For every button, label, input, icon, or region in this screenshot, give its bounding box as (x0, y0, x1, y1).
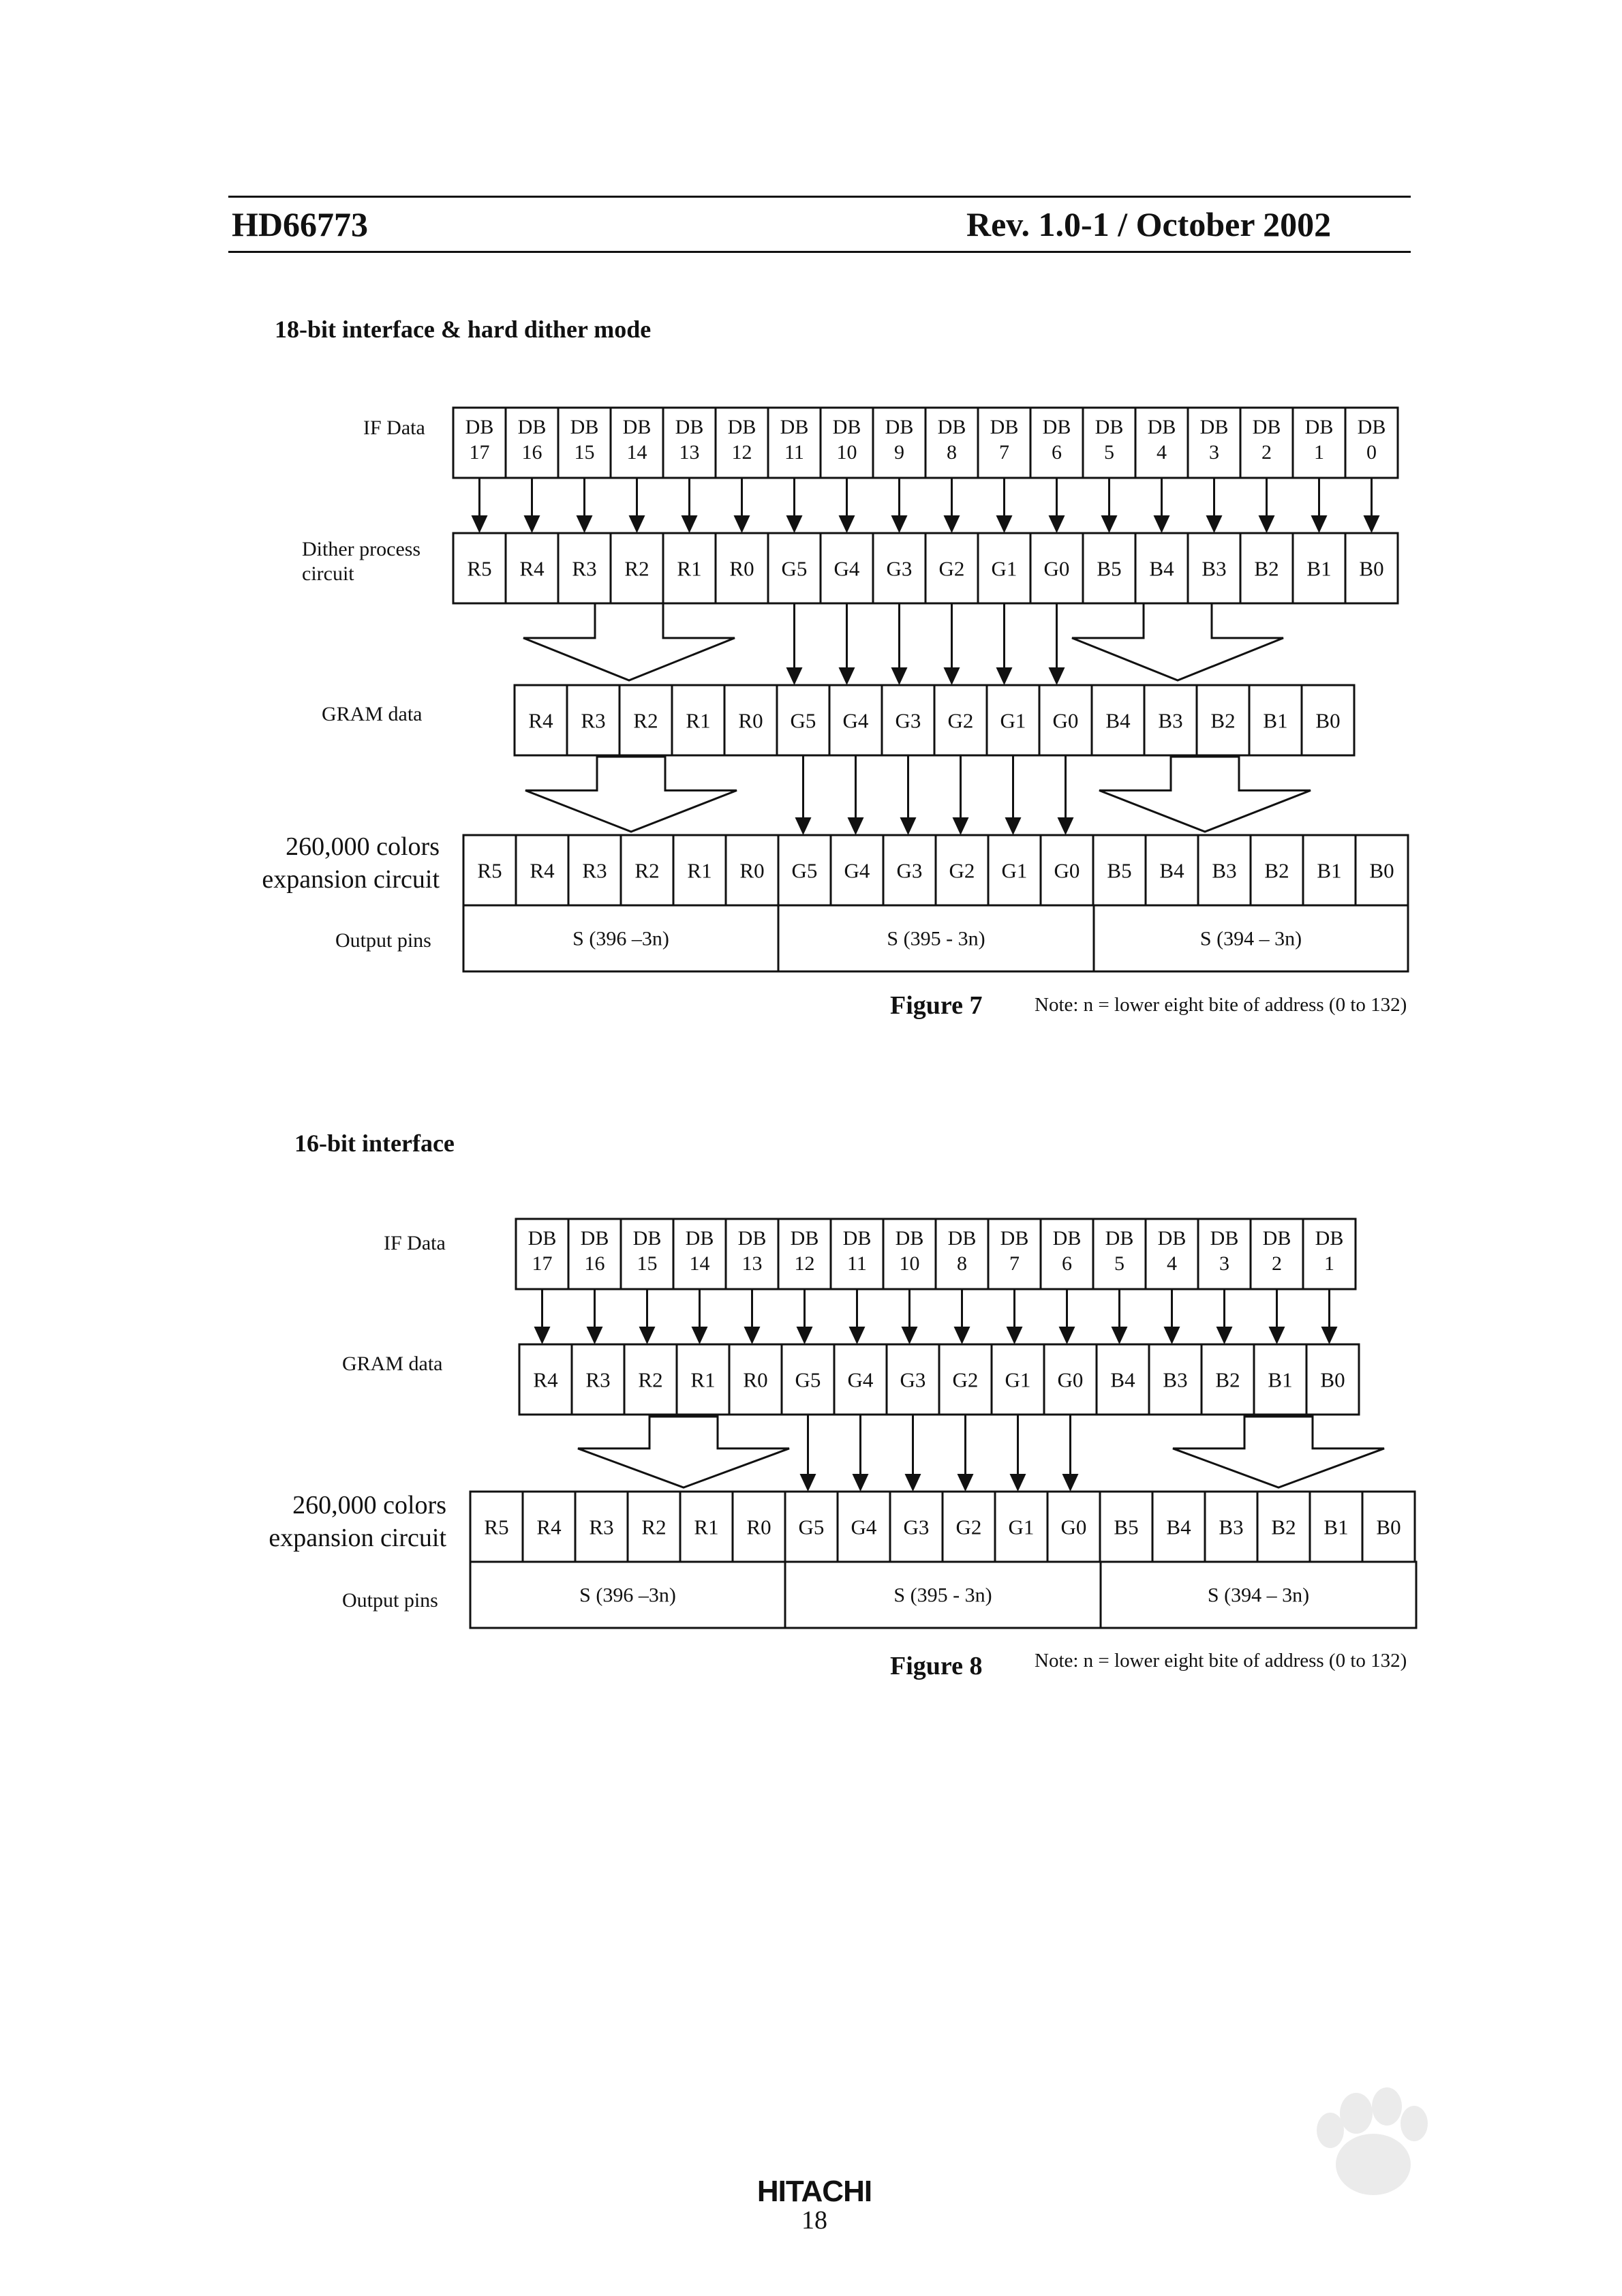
s1-dither-cell-label: R3 (572, 556, 597, 581)
s2-if-cell-label: DB (527, 1227, 557, 1250)
s1-if-cell-label: 11 (784, 441, 804, 464)
s2-expansion-cell-label: G4 (851, 1515, 877, 1539)
s2-if-to-gram-arrow-head (954, 1327, 970, 1344)
s1-dither-cell-label: R2 (624, 556, 649, 581)
header-bottom-rule (228, 251, 1411, 253)
s1-dither-cell-label: B4 (1149, 556, 1174, 581)
s1-if-to-dither-arrow-head (734, 515, 750, 533)
s1-if-cell-label: DB (727, 416, 756, 438)
s2-gram-cell-label: B2 (1215, 1368, 1240, 1392)
s2-if-cell-label: 7 (1009, 1252, 1020, 1275)
s1-expansion-cell-label: B4 (1159, 858, 1184, 883)
s1-expansion-cell-label: B2 (1264, 858, 1289, 883)
s1-gram-to-expansion-arrow-head (848, 817, 864, 835)
revision-date: Rev. 1.0-1 / October 2002 (966, 205, 1332, 243)
s1-blue-block-arrow (1072, 603, 1283, 680)
s2-if-cell-label: 10 (899, 1252, 920, 1275)
s1-gram-to-expansion-arrow-head (1058, 817, 1074, 835)
s2-if-cell-label: 17 (532, 1252, 553, 1275)
s1-if-cell-label: 7 (999, 441, 1009, 464)
s1-expansion-cell-label: G1 (1001, 858, 1028, 883)
figure7-diagram (0, 395, 1622, 995)
s1-if-cell-label: DB (465, 416, 494, 438)
s1-dither-cell-label: G2 (938, 556, 965, 581)
header-top-rule (228, 196, 1411, 198)
s2-if-cell-label: 12 (794, 1252, 815, 1275)
s2-if-to-gram-arrow-head (1164, 1327, 1180, 1344)
s2-gram-cell-label: R0 (743, 1368, 768, 1392)
s2-if-cell-label: 1 (1324, 1252, 1334, 1275)
s2-gram-cell-label: B4 (1110, 1368, 1135, 1392)
s2-if-to-gram-arrow-head (744, 1327, 761, 1344)
s1-gram-to-expansion-arrow-head (953, 817, 969, 835)
s1-expansion-cell-label: G5 (791, 858, 818, 883)
s2-if-cell-label: DB (737, 1227, 767, 1250)
page-number: 18 (801, 2206, 827, 2235)
s2-gram-cell-label: G2 (952, 1368, 979, 1392)
s1-if-cell-label: DB (1042, 416, 1071, 438)
s2-gram-cell-label: B0 (1320, 1368, 1345, 1392)
s1-if-to-dither-arrow-head (1206, 515, 1223, 533)
s1-dither-cell-label: B5 (1097, 556, 1122, 581)
s1-if-cell-label: 15 (574, 441, 595, 464)
s1-gram-cell-label: G1 (1000, 708, 1026, 733)
s1-if-cell-label: 4 (1157, 441, 1167, 464)
s2-if-to-gram-arrow-head (1269, 1327, 1285, 1344)
s1-gram-cell-label: B3 (1158, 708, 1183, 733)
s1-red-expand-arrow (525, 757, 737, 832)
s2-if-to-gram-arrow-head (1321, 1327, 1338, 1344)
s1-if-cell-label: DB (675, 416, 704, 438)
s2-if-cell-label: 14 (689, 1252, 710, 1275)
s1-dither-cell-label: G1 (991, 556, 1017, 581)
s2-output-label: S (396 –3n) (579, 1584, 676, 1607)
s2-if-cell-label: 15 (637, 1252, 658, 1275)
s1-if-cell-label: 3 (1209, 441, 1219, 464)
s1-if-to-dither-arrow-head (629, 515, 645, 533)
s2-if-to-gram-arrow-head (1007, 1327, 1023, 1344)
s1-if-cell-label: 0 (1366, 441, 1377, 464)
s2-gram-cell-label: R2 (638, 1368, 663, 1392)
s1-if-to-dither-arrow-head (1311, 515, 1328, 533)
s2-expansion-cell-label: B5 (1114, 1515, 1139, 1539)
s1-if-to-dither-arrow-head (1364, 515, 1380, 533)
s1-if-to-dither-arrow-head (839, 515, 855, 533)
s2-expansion-cell-label: G1 (1008, 1515, 1035, 1539)
s1-dither-label: Dither process circuit (302, 538, 421, 585)
s2-gram-cell-label: G0 (1057, 1368, 1084, 1392)
s2-if-to-gram-arrow-head (692, 1327, 708, 1344)
figure8-diagram (0, 1213, 1622, 1650)
s1-gram-cell-label: G2 (947, 708, 974, 733)
s1-if-cell-label: DB (1357, 416, 1386, 438)
s2-gram-cell-label: G4 (847, 1368, 874, 1392)
s2-if-to-gram-arrow-head (849, 1327, 866, 1344)
s2-if-cell-label: DB (1000, 1227, 1029, 1250)
s2-blue-expand-arrow (1173, 1417, 1384, 1487)
s1-gram-cell-label: R0 (738, 708, 763, 733)
s1-if-cell-label: DB (1252, 416, 1281, 438)
s2-expansion-cell-label: G5 (798, 1515, 825, 1539)
document-id: HD66773 (232, 205, 368, 243)
s1-output-label: S (394 – 3n) (1199, 927, 1302, 950)
s2-if-cell-label: DB (1262, 1227, 1291, 1250)
s1-gram-cell-label: R2 (633, 708, 658, 733)
s1-gram-cell-label: G3 (895, 708, 921, 733)
s1-dither-cell-label: R4 (519, 556, 545, 581)
s2-expansion-cell-label: B1 (1323, 1515, 1349, 1539)
s2-expansion-cell-label: R0 (746, 1515, 771, 1539)
s1-if-cell-label: DB (622, 416, 652, 438)
s1-dither-cell-label: R5 (467, 556, 492, 581)
s1-expansion-cell-label: R0 (739, 858, 765, 883)
s2-if-cell-label: DB (632, 1227, 662, 1250)
s2-gram-cell-label: G1 (1005, 1368, 1031, 1392)
s2-if-cell-label: 11 (847, 1252, 867, 1275)
s2-if-cell-label: 5 (1114, 1252, 1124, 1275)
s1-dither-to-gram-arrow-head (944, 667, 960, 685)
s1-if-cell-label: DB (1199, 416, 1229, 438)
s2-gram-to-expansion-arrow-head (800, 1474, 816, 1492)
s1-expansion-cell-label: B3 (1212, 858, 1237, 883)
s2-red-expand-arrow (578, 1417, 789, 1487)
s2-expansion-cell-label: B0 (1376, 1515, 1401, 1539)
s2-if-cell-label: 6 (1062, 1252, 1072, 1275)
s1-expansion-cell-label: R2 (634, 858, 660, 883)
s2-expansion-cell-label: R1 (694, 1515, 719, 1539)
s2-if-cell-label: DB (1210, 1227, 1239, 1250)
s1-dither-cell-label: B1 (1306, 556, 1332, 581)
s1-gram-cell-label: B0 (1315, 708, 1341, 733)
s2-if-data-label: IF Data (384, 1232, 446, 1254)
s1-if-cell-label: DB (570, 416, 599, 438)
s1-if-cell-label: DB (990, 416, 1019, 438)
s1-dither-cell-label: G4 (833, 556, 860, 581)
s2-if-cell-label: 13 (741, 1252, 763, 1275)
s2-output-label: S (395 - 3n) (893, 1584, 992, 1607)
s1-dither-cell-label: G3 (886, 556, 913, 581)
section1-title: 18-bit interface & hard dither mode (275, 316, 652, 343)
s1-expansion-cell-label: B0 (1369, 858, 1394, 883)
s1-if-to-dither-arrow-head (472, 515, 488, 533)
s2-expansion-label: 260,000 colors expansion circuit (269, 1491, 446, 1552)
s2-if-to-gram-arrow-head (797, 1327, 813, 1344)
s2-gram-cell-label: B1 (1268, 1368, 1293, 1392)
s2-if-cell-label: DB (1157, 1227, 1187, 1250)
s2-if-to-gram-arrow-head (639, 1327, 656, 1344)
s2-if-to-gram-arrow-head (1216, 1327, 1233, 1344)
s1-expansion-cell-label: G0 (1054, 858, 1080, 883)
s1-if-cell-label: 13 (679, 441, 700, 464)
s1-if-cell-label: 10 (836, 441, 857, 464)
s1-if-cell-label: DB (517, 416, 547, 438)
s2-if-cell-label: 2 (1272, 1252, 1282, 1275)
s1-expansion-cell-label: B1 (1317, 858, 1342, 883)
s2-if-cell-label: 16 (584, 1252, 605, 1275)
s2-expansion-cell-label: R2 (641, 1515, 667, 1539)
s2-if-cell-label: DB (1315, 1227, 1344, 1250)
s2-if-cell-label: DB (947, 1227, 977, 1250)
s1-expansion-cell-label: G4 (844, 858, 870, 883)
s1-if-cell-label: 5 (1104, 441, 1114, 464)
s2-if-cell-label: 8 (957, 1252, 967, 1275)
s1-if-to-dither-arrow-head (1259, 515, 1275, 533)
s2-output-label: S (394 – 3n) (1207, 1584, 1310, 1607)
s2-if-cell-label: DB (1052, 1227, 1082, 1250)
s1-if-data-label: IF Data (363, 417, 425, 439)
s1-expansion-cell-label: R3 (582, 858, 607, 883)
s2-gram-cell-label: B3 (1163, 1368, 1188, 1392)
s1-if-to-dither-arrow-head (524, 515, 540, 533)
s2-gram-cell-label: G3 (900, 1368, 926, 1392)
s2-expansion-cell-label: R4 (536, 1515, 562, 1539)
s1-dither-cell-label: B3 (1202, 556, 1227, 581)
s2-if-to-gram-arrow-head (587, 1327, 603, 1344)
s2-if-to-gram-arrow-head (1112, 1327, 1128, 1344)
s1-blue-expand-arrow (1099, 757, 1311, 832)
s2-gram-label: GRAM data (342, 1353, 443, 1375)
s2-gram-cell-label: G5 (795, 1368, 821, 1392)
s1-if-cell-label: 12 (731, 441, 752, 464)
s2-if-cell-label: 3 (1219, 1252, 1229, 1275)
s1-dither-cell-label: G0 (1043, 556, 1070, 581)
s2-if-cell-label: DB (685, 1227, 714, 1250)
s1-gram-cell-label: R1 (686, 708, 711, 733)
s1-gram-to-expansion-arrow-head (1005, 817, 1022, 835)
s1-if-cell-label: 1 (1314, 441, 1324, 464)
s1-if-cell-label: DB (780, 416, 809, 438)
s2-expansion-cell-label: B3 (1219, 1515, 1244, 1539)
s1-dither-cell-label: R1 (677, 556, 702, 581)
s1-output-label: S (396 –3n) (572, 927, 669, 950)
s1-output-label: Output pins (335, 929, 431, 952)
watermark-paw-icon (1152, 2072, 1561, 2250)
s2-expansion-cell-label: G2 (955, 1515, 982, 1539)
s1-gram-cell-label: R4 (528, 708, 553, 733)
s2-expansion-cell-label: R3 (589, 1515, 614, 1539)
s1-dither-cell-label: B2 (1254, 556, 1279, 581)
s2-gram-to-expansion-arrow-head (1062, 1474, 1079, 1492)
s2-gram-cell-label: R1 (690, 1368, 716, 1392)
s1-if-to-dither-arrow-head (682, 515, 698, 533)
s1-if-cell-label: DB (832, 416, 861, 438)
s1-gram-to-expansion-arrow-head (795, 817, 812, 835)
s1-if-to-dither-arrow-head (1101, 515, 1118, 533)
s2-gram-to-expansion-arrow-head (905, 1474, 921, 1492)
s1-if-cell-label: DB (885, 416, 914, 438)
s2-expansion-cell-label: B4 (1166, 1515, 1191, 1539)
s1-gram-cell-label: R3 (581, 708, 606, 733)
s1-dither-to-gram-arrow-head (1049, 667, 1065, 685)
s2-gram-to-expansion-arrow-head (1010, 1474, 1026, 1492)
s1-if-to-dither-arrow-head (996, 515, 1013, 533)
s1-if-cell-label: 6 (1052, 441, 1062, 464)
s2-if-cell-label: DB (1105, 1227, 1134, 1250)
s1-gram-to-expansion-arrow-head (900, 817, 917, 835)
s1-output-label: S (395 - 3n) (887, 927, 985, 950)
s1-gram-cell-label: B2 (1210, 708, 1236, 733)
s2-if-cell-label: DB (580, 1227, 609, 1250)
s1-dither-to-gram-arrow-head (786, 667, 803, 685)
s1-dither-to-gram-arrow-head (996, 667, 1013, 685)
s2-expansion-cell-label: G3 (903, 1515, 930, 1539)
s1-if-to-dither-arrow-head (944, 515, 960, 533)
s1-expansion-cell-label: R1 (687, 858, 712, 883)
s2-gram-to-expansion-arrow-head (958, 1474, 974, 1492)
s2-expansion-cell-label: B2 (1271, 1515, 1296, 1539)
s1-gram-cell-label: G5 (790, 708, 816, 733)
s1-dither-cell-label: G5 (781, 556, 808, 581)
s1-if-cell-label: DB (1304, 416, 1334, 438)
s1-if-cell-label: 17 (469, 441, 490, 464)
s1-expansion-cell-label: R4 (530, 858, 555, 883)
s1-if-cell-label: DB (937, 416, 966, 438)
s1-if-to-dither-arrow-head (1049, 515, 1065, 533)
s2-expansion-cell-label: R5 (484, 1515, 509, 1539)
section2-title: 16-bit interface (294, 1130, 455, 1157)
s1-dither-to-gram-arrow-head (891, 667, 908, 685)
figure8-caption: Figure 8 (890, 1652, 983, 1680)
figure7-caption: Figure 7 (890, 991, 983, 1020)
figure8-note: Note: n = lower eight bite of address (0 to 132) (1035, 1650, 1407, 1672)
s2-expansion-cell-label: G0 (1060, 1515, 1087, 1539)
s1-if-cell-label: DB (1095, 416, 1124, 438)
s1-expansion-label: 260,000 colors expansion circuit (262, 832, 440, 894)
s1-gram-cell-label: G4 (842, 708, 869, 733)
s2-if-cell-label: DB (790, 1227, 819, 1250)
s1-if-cell-label: 16 (521, 441, 542, 464)
s1-if-to-dither-arrow-head (786, 515, 803, 533)
s2-output-label: Output pins (342, 1589, 438, 1612)
s2-if-to-gram-arrow-head (1059, 1327, 1075, 1344)
s2-if-to-gram-arrow-head (902, 1327, 918, 1344)
s1-if-cell-label: 14 (626, 441, 647, 464)
s2-gram-to-expansion-arrow-head (853, 1474, 869, 1492)
s1-if-to-dither-arrow-head (1154, 515, 1170, 533)
s2-if-cell-label: DB (895, 1227, 924, 1250)
s1-if-cell-label: 9 (894, 441, 904, 464)
s1-dither-to-gram-arrow-head (839, 667, 855, 685)
s2-gram-cell-label: R3 (585, 1368, 611, 1392)
s1-expansion-cell-label: G3 (896, 858, 923, 883)
s1-red-block-arrow (523, 603, 735, 680)
s1-if-cell-label: 2 (1261, 441, 1272, 464)
s1-if-cell-label: 8 (947, 441, 957, 464)
s1-expansion-cell-label: B5 (1107, 858, 1132, 883)
s1-if-cell-label: DB (1147, 416, 1176, 438)
s2-if-cell-label: 4 (1167, 1252, 1177, 1275)
s1-expansion-cell-label: G2 (949, 858, 975, 883)
s1-if-to-dither-arrow-head (891, 515, 908, 533)
s1-gram-cell-label: B4 (1105, 708, 1131, 733)
hitachi-logo: HITACHI (756, 2175, 872, 2208)
s1-dither-cell-label: B0 (1359, 556, 1384, 581)
s2-if-cell-label: DB (842, 1227, 872, 1250)
s1-if-to-dither-arrow-head (577, 515, 593, 533)
figure7-note: Note: n = lower eight bite of address (0 to 132) (1035, 994, 1407, 1016)
s1-gram-cell-label: B1 (1263, 708, 1288, 733)
s1-expansion-cell-label: R5 (477, 858, 502, 883)
s2-if-to-gram-arrow-head (534, 1327, 551, 1344)
s1-gram-cell-label: G0 (1052, 708, 1079, 733)
s1-dither-cell-label: R0 (729, 556, 754, 581)
s2-gram-cell-label: R4 (533, 1368, 558, 1392)
s1-gram-label: GRAM data (322, 703, 423, 725)
